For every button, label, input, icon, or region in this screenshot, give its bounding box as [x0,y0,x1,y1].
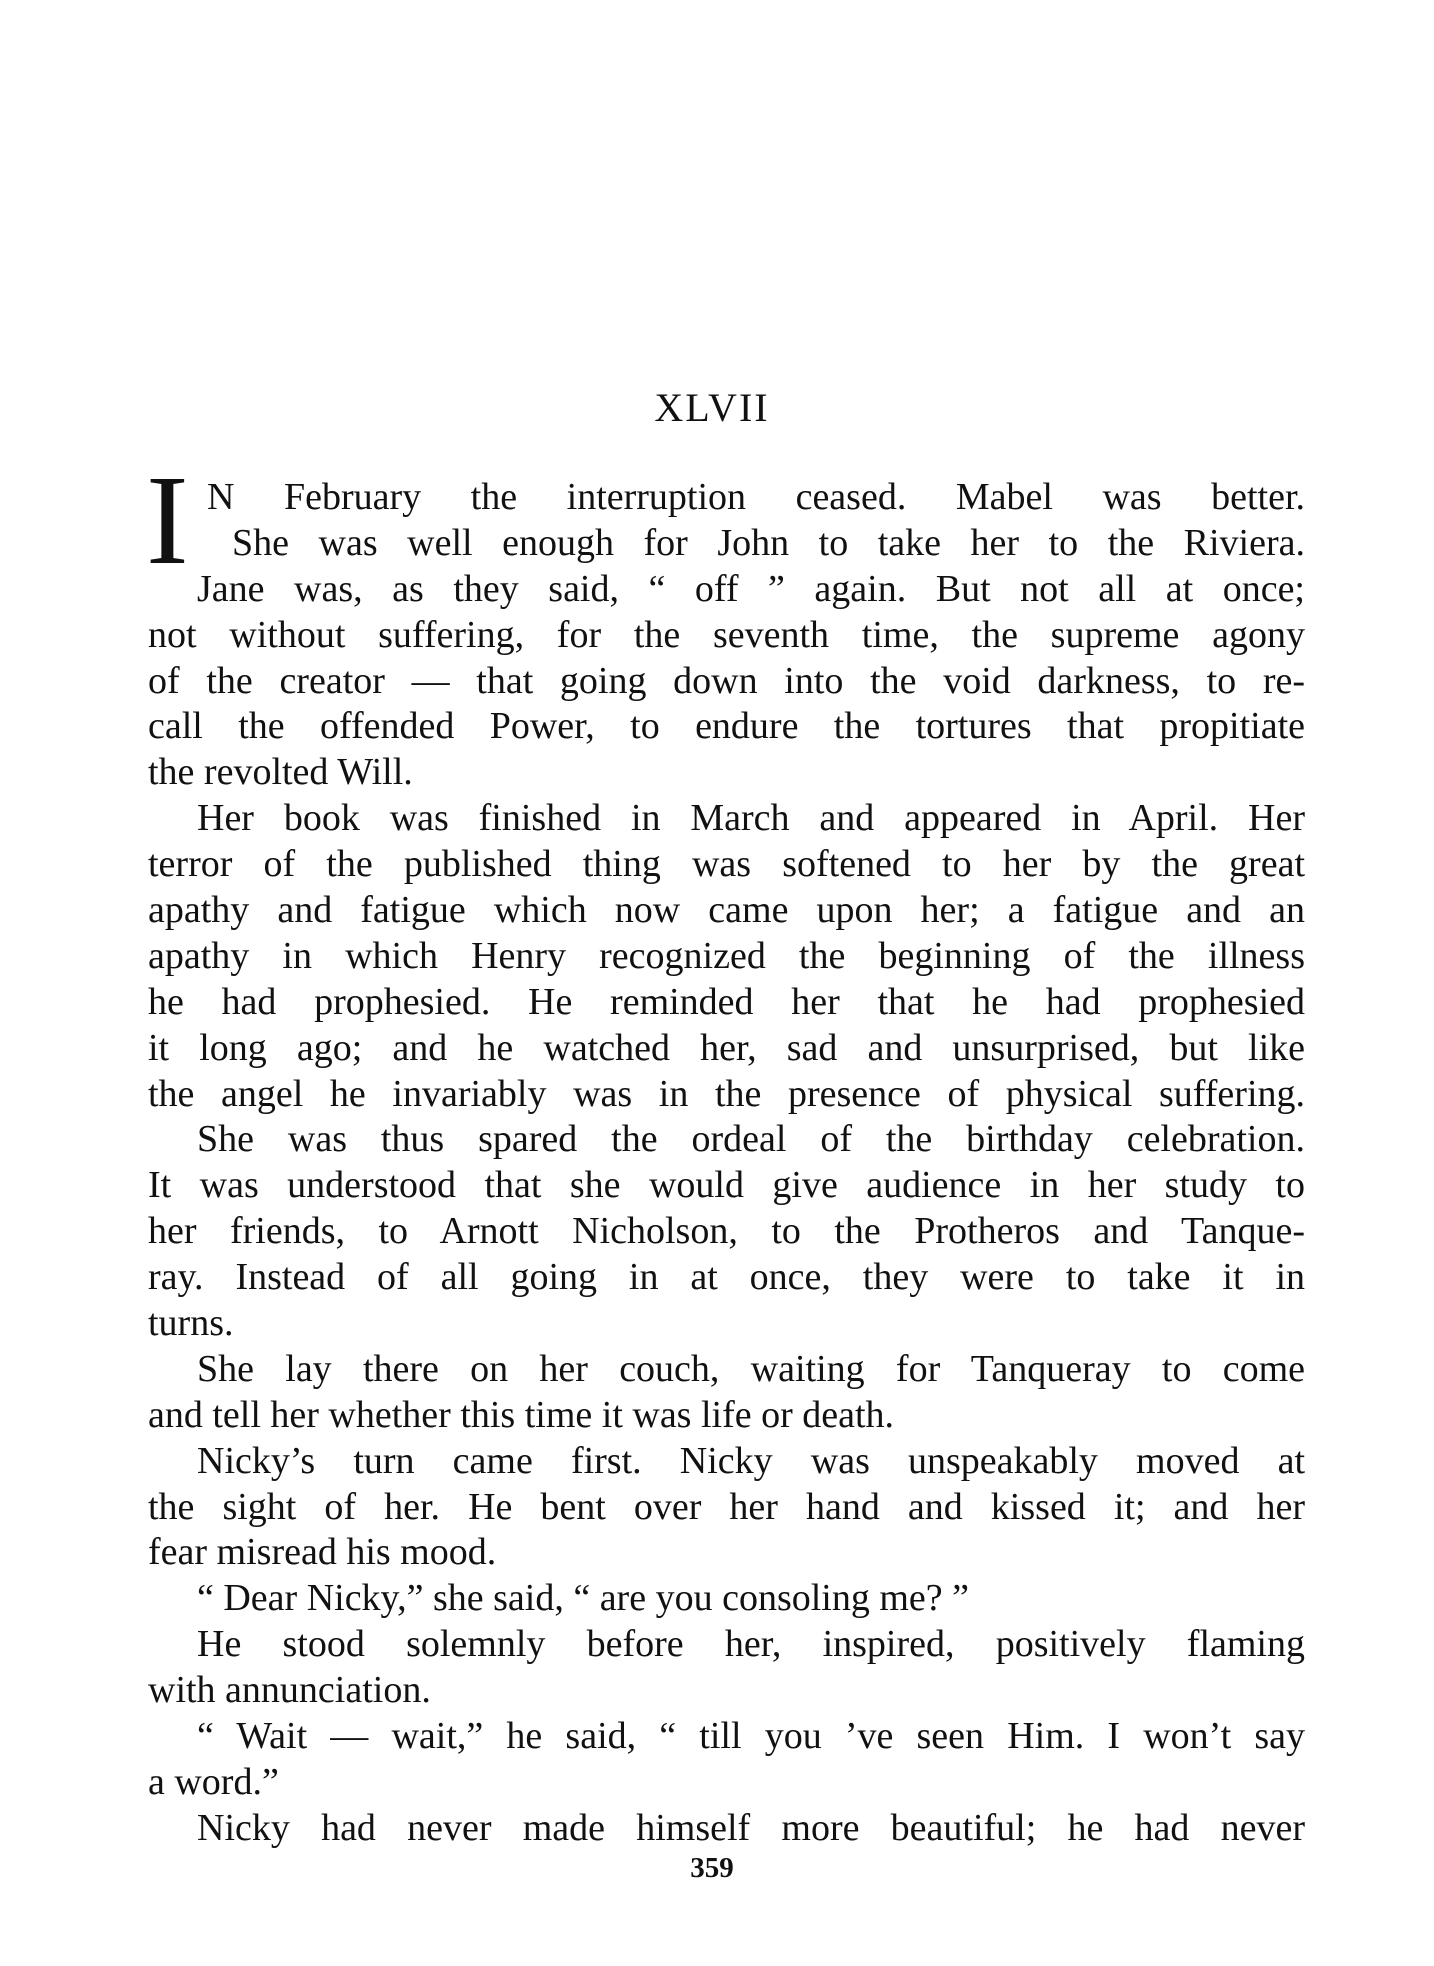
text-line: Nicky’s turn came first. Nicky was unspeakably moved at [197,1439,1305,1482]
text-line: with annunciation. [148,1669,431,1712]
text-line: the angel he invariably was in the presence of physical suffering. [148,1072,1305,1115]
text-line: He stood solemnly before her, inspired, positively flaming [197,1623,1305,1666]
text-line: Nicky had never made himself more beautiful; he had never [197,1806,1305,1849]
text-line: not without suffering, for the seventh time, the supreme agony [148,613,1305,656]
text-line: N February the interruption ceased. Mabel was better. [207,476,1305,518]
text-line: of the creator — that going down into the void darkness, to re- [148,659,1305,702]
text-line: “ Dear Nicky,” she said, “ are you consoling me? ” [197,1577,970,1620]
text-line: her friends, to Arnott Nicholson, to the Protheros and Tanque- [148,1210,1305,1253]
text-line: apathy and fatigue which now came upon her; a fatigue and an [148,889,1305,932]
chapter-title: XLVII [654,385,770,430]
text-line: it long ago; and he watched her, sad and unsurprised, but like [148,1026,1305,1069]
body-text [148,475,1305,1852]
text-line: Jane was, as they said, “ off ” again. But not all at once; [197,567,1305,610]
text-line: turns. [148,1302,234,1345]
text-line: Her book was finished in March and appeared in April. Her [197,797,1305,840]
text-line: She was thus spared the ordeal of the birthday celebration. [197,1118,1305,1161]
text-line: call the offended Power, to endure the tortures that propitiate [148,705,1305,748]
text-line: apathy in which Henry recognized the beginning of the illness [148,934,1305,977]
drop-cap: I [146,468,189,572]
text-line: fear misread his mood. [148,1531,497,1574]
text-line: a word.” [148,1760,279,1803]
text-line: “ Wait — wait,” he said, “ till you ’ve seen Him. I won’t say [197,1715,1305,1758]
text-line: he had prophesied. He reminded her that he had prophesied [148,980,1305,1023]
text-line: It was understood that she would give audience in her study to [148,1164,1305,1207]
text-line: the revolted Will. [148,751,413,794]
text-line: and tell her whether this time it was life or death. [148,1393,895,1436]
text-line: terror of the published thing was softened to her by the great [148,843,1305,886]
text-line: the sight of her. He bent over her hand and kissed it; and her [148,1485,1305,1528]
text-line: She was well enough for John to take her to the Riviera. [232,521,1305,564]
text-line: She lay there on her couch, waiting for Tanqueray to come [197,1347,1305,1390]
page-number: 359 [690,1852,734,1884]
text-line: ray. Instead of all going in at once, they were to take it in [148,1256,1305,1299]
